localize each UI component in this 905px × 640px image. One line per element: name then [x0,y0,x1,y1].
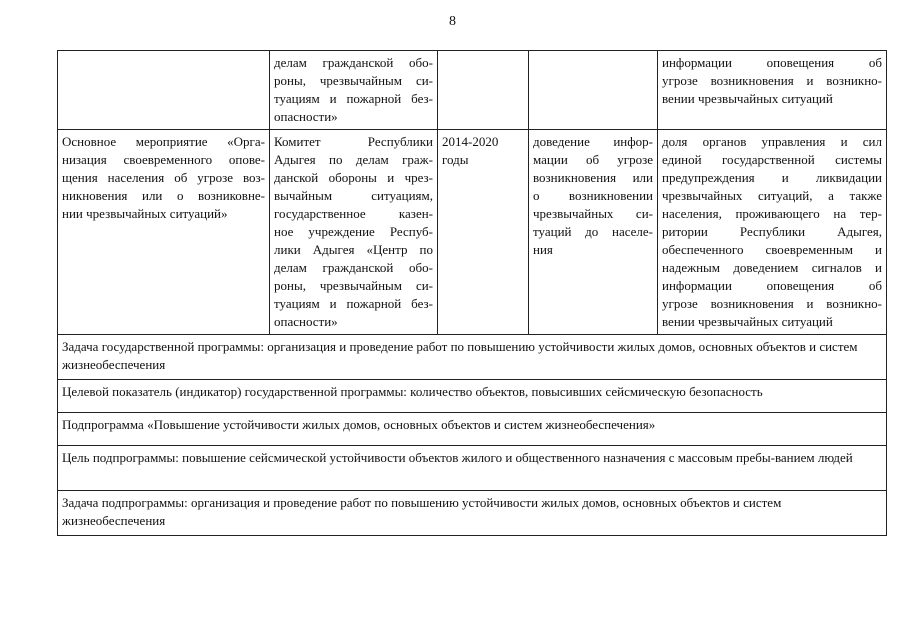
measure-name-cell [58,130,270,335]
table-row [58,413,887,446]
executor-text: делам гражданской обо- роны, чрезвычайным си- туациям и пожарной без- опасности» [274,55,433,124]
result-cell [529,51,658,130]
indicator-cell [658,130,887,335]
result-text: доведение инфор- мации об угрозе возникновения или о возникновении чрезвычайных си- туаций до населе- ния [533,134,653,257]
program-task-row: Задача государственной программы: организация и проведение работ по повышению устойчивости жилых домов, основных объектов и систем жизнеобеспечения [58,335,887,380]
measures-table [57,50,887,536]
period-cell [438,130,529,335]
table-row [58,380,887,413]
table-row [58,51,887,130]
indicator-cell [658,51,887,130]
subprogram-goal-row: Цель подпрограммы: повышение сейсмической устойчивости объектов жилого и общественного назначения с массовым пребы-ванием людей [58,446,887,491]
indicator-text: информации оповещения об угрозе возникновения и возникно- вении чрезвычайных ситуаций [662,55,882,106]
table-row [58,491,887,536]
table-row [58,335,887,380]
executor-cell [270,130,438,335]
indicator-text: доля органов управления и сил единой государственной системы предупреждения и ликвидации чрезвычайных ситуаций, а также населения, проживающего на тер- ритории Республики Адыгея, обеспеченного своевременным и надежным доведением сигналов и информации оповещения об угрозе возникновения и возникно- вении чрезвычайных ситуаций [662,134,882,329]
program-indicator-row: Целевой показатель (индикатор) государственной программы: количество объектов, повысивших сейсмическую безопасность [58,380,887,413]
subprogram-task-row: Задача подпрограммы: организация и проведение работ по повышению устойчивости жилых домов, основных объектов и систем жизнеобеспечения [58,491,887,536]
subprogram-title-row: Подпрограмма «Повышение устойчивости жилых домов, основных объектов и систем жизнеобеспечения» [58,413,887,446]
page-number: 8 [449,14,456,29]
executor-text: Комитет Республики Адыгея по делам граж- данской обороны и чрез- вычайным ситуациям, государственное казен- ное учреждение Респуб- лики Адыгея «Центр по делам гражданской обо- роны, чрезвычайным си- туациям и пожарной без- опасности» [274,134,433,329]
period-cell [438,51,529,130]
executor-cell [270,51,438,130]
table-row [58,446,887,491]
measure-name-text: Основное мероприятие «Орга- низация своевременного опове- щения населения об угрозе воз- никновения или о возниковне- нии чрезвычайных ситуаций» [62,134,265,221]
measure-name-cell [58,51,270,130]
period-text: 2014-2020 годы [442,134,499,167]
result-cell [529,130,658,335]
table-row [58,130,887,335]
